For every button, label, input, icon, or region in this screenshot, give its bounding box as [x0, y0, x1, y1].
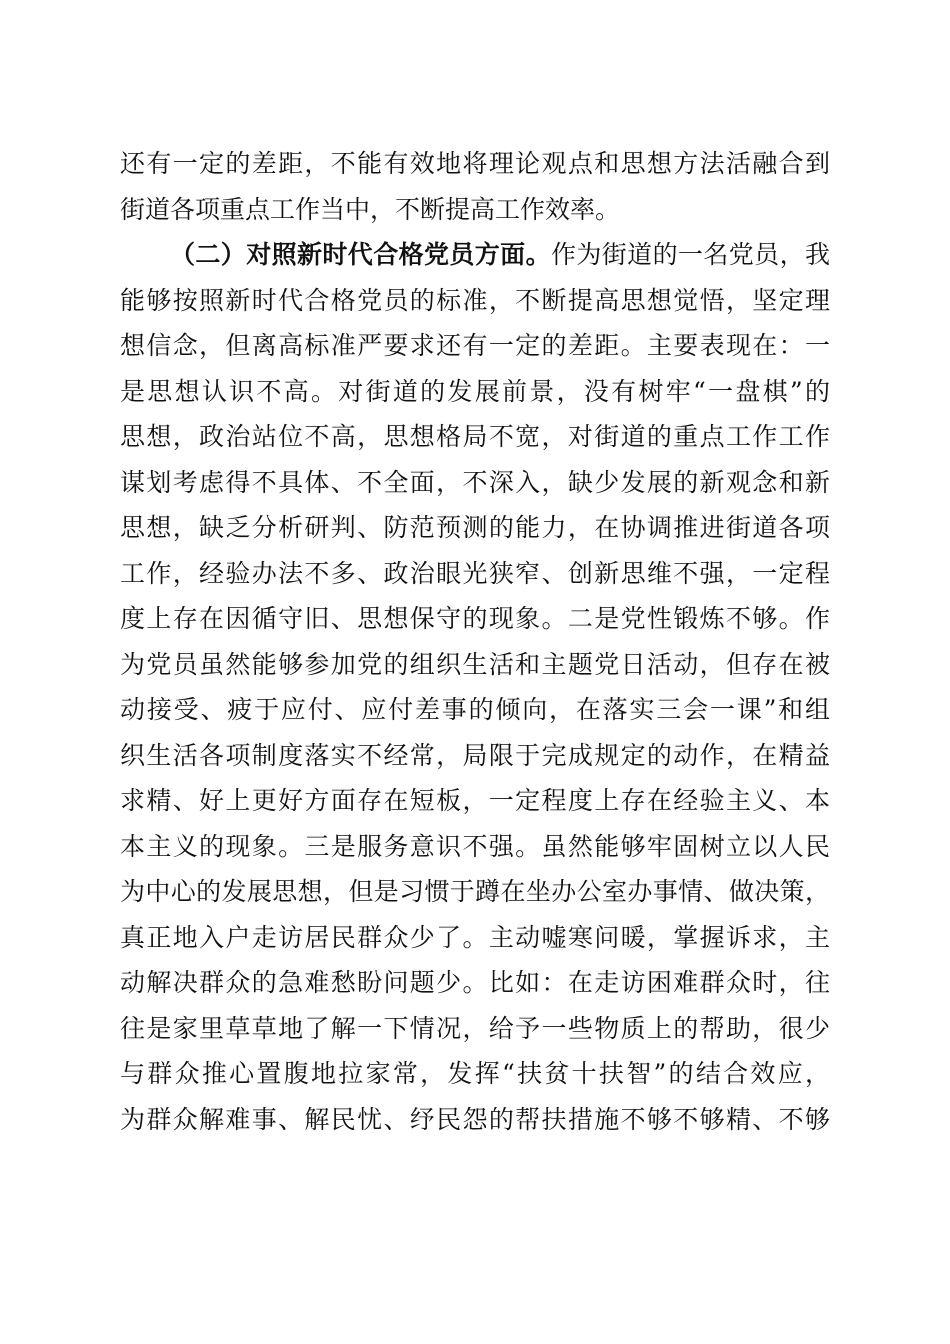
text-line-14: 织生活各项制度落实不经常，局限于完成规定的动作，在精益	[120, 740, 830, 770]
text-line-7: 思想，政治站位不高，思想格局不宽，对街道的重点工作工作	[120, 422, 830, 451]
text-line-18: 真正地入户走访居民群众少了。主动嘘寒问暖，掌握诉求，主	[120, 922, 830, 952]
text-line-16: 本主义的现象。三是服务意识不强。虽然能够牢固树立以人民	[120, 831, 830, 861]
text-line-8: 谋划考虑得不具体、不全面，不深入，缺少发展的新观念和新	[120, 467, 830, 497]
text-line-15: 求精、好上更好方面存在短板，一定程度上存在经验主义、本	[120, 786, 830, 815]
section-heading: （二）对照新时代合格党员方面。	[170, 240, 551, 269]
text-line-1: 还有一定的差距，不能有效地将理论观点和思想方法活融合到	[120, 149, 830, 178]
text-line-13: 动接受、疲于应付、应付差事的倾向，在落实三会一课”和组	[120, 695, 830, 724]
text-line-21: 与群众推心置腹地拉家常，发挥“扶贫十扶智”的结合效应，	[120, 1059, 830, 1088]
text-line-9: 思想，缺乏分析研判、防范预测的能力，在协调推进街道各项	[120, 513, 830, 542]
text-line-19: 动解决群众的急难愁盼问题少。比如：在走访困难群众时，往	[120, 968, 830, 997]
document-body	[120, 141, 830, 1142]
text-line-5: 想信念，但离高标准严要求还有一定的差距。主要表现在：一	[120, 331, 830, 360]
text-line-12: 为党员虽然能够参加党的组织生活和主题党日活动，但存在被	[120, 649, 830, 679]
section-heading-rest: 作为街道的一名党员，我	[550, 240, 830, 269]
text-line-2: 街道各项重点工作当中，不断提高工作效率。	[120, 194, 621, 224]
text-line-22: 为群众解难事、解民忧、纾民怨的帮扶措施不够不够精、不够	[120, 1104, 830, 1134]
text-line-20: 往是家里草草地了解一下情况，给予一些物质上的帮助，很少	[120, 1013, 830, 1043]
text-line-4: 能够按照新时代合格党员的标准，不断提高思想觉悟，坚定理	[120, 285, 830, 315]
text-line-17: 为中心的发展思想，但是习惯于蹲在坐办公室办事情、做决策，	[120, 877, 830, 906]
text-line-6: 是思想认识不高。对街道的发展前景，没有树牢“一盘棋”的	[120, 376, 830, 406]
section-heading-line	[120, 232, 830, 278]
text-line-11: 度上存在因循守旧、思想保守的现象。二是党性锻炼不够。作	[120, 604, 830, 633]
text-line-10: 工作，经验办法不多、政治眼光狭窄、创新思维不强，一定程	[120, 558, 830, 588]
